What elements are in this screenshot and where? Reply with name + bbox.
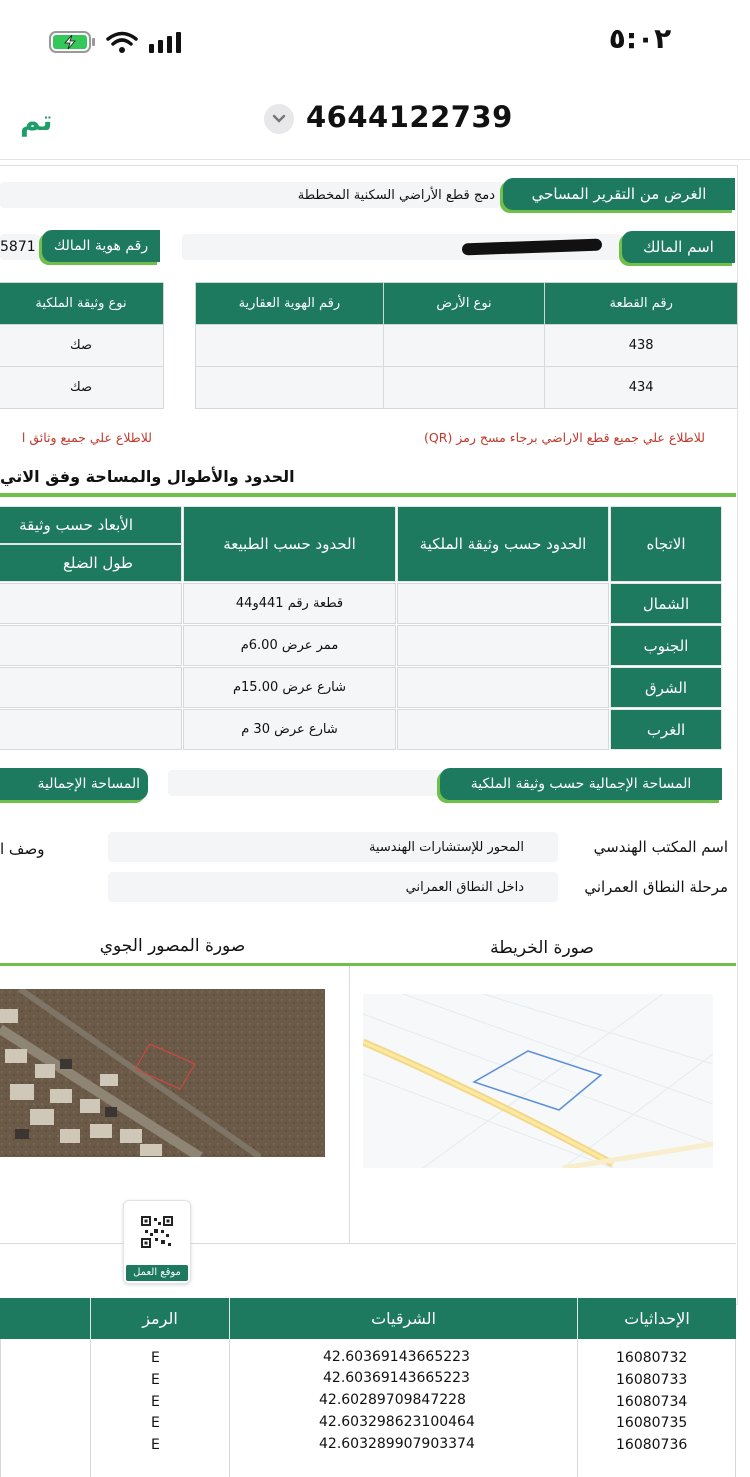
owner-id-field (0, 234, 40, 260)
easting-value: 42.60369143665223 (323, 1349, 470, 1365)
coord-value: 16080732 (616, 1350, 688, 1366)
by-nature-cell: شارع عرض 30 م (183, 709, 396, 750)
bounds-table (0, 506, 722, 750)
col-side-length: طول الضلع (0, 544, 182, 582)
by-nature-cell: قطعة رقم 441و44 (183, 583, 396, 624)
area-by-deed-label: المساحة الإجمالية حسب وثيقة الملكية (440, 768, 722, 800)
area-value-field (168, 770, 443, 796)
col-coord: الإحداثيات (577, 1298, 736, 1339)
col-land-type: نوع الأرض (383, 283, 545, 325)
owner-name-field (182, 234, 622, 260)
deed-type-table (0, 282, 164, 409)
owner-id-label: رقم هوية المالك (42, 230, 160, 262)
area-total-label: المساحة الإجمالية (0, 768, 148, 800)
redacted-name (462, 239, 602, 256)
owner-id-value: 5871 (0, 239, 36, 255)
col-sep (577, 1339, 578, 1477)
symbol-value: E (151, 1437, 160, 1453)
by-deed-cell (397, 583, 609, 624)
urban-label: مرحلة النطاق العمراني (584, 878, 728, 896)
qr-caption: موقع العمل (126, 1265, 188, 1281)
status-bar (0, 0, 750, 80)
direction-south: الجنوب (610, 625, 722, 666)
coord-value: 16080735 (616, 1415, 688, 1431)
deed-type: صك (0, 367, 164, 409)
col-symbol: الرمز (90, 1298, 229, 1339)
col-by-nature: الحدود حسب الطبيعة (183, 506, 396, 582)
qr-card[interactable] (123, 1200, 191, 1284)
direction-north: الشمال (610, 583, 722, 624)
by-deed-cell (397, 667, 609, 708)
easting-value: 42.60369143665223 (323, 1370, 470, 1386)
office-value-field (108, 832, 558, 862)
property-id (196, 367, 384, 409)
dims-cell (0, 709, 182, 750)
property-id (196, 325, 384, 367)
col-property-id: رقم الهوية العقارية (196, 283, 384, 325)
map-image[interactable] (363, 994, 713, 1168)
qr-note: للاطلاع علي جميع قطع الاراضي برجاء مسح رمز (QR) (424, 430, 705, 445)
col-parcel-number: رقم القطعة (545, 283, 738, 325)
urban-value-field (108, 872, 558, 902)
bounds-section-header (0, 459, 736, 497)
col-by-deed: الحدود حسب وثيقة الملكية (397, 506, 609, 582)
land-type (383, 325, 545, 367)
symbol-value: E (151, 1350, 160, 1366)
chevron-down-icon[interactable] (264, 104, 294, 134)
description-label: وصف ا (0, 840, 44, 858)
direction-east: الشرق (610, 667, 722, 708)
wifi-icon (106, 30, 138, 54)
parcel-number: 434 (545, 367, 738, 409)
col-extra (0, 1298, 90, 1339)
qr-note-deeds: للاطلاع علي جميع وثائق ا (21, 430, 152, 445)
parcel-number: 438 (545, 325, 738, 367)
table-row (196, 367, 738, 409)
aerial-title: صورة المصور الجوي (99, 936, 246, 956)
easting-value: 42.60289709847228 (319, 1392, 466, 1408)
dims-cell (0, 667, 182, 708)
status-time: ٥:٠٢ (608, 22, 672, 55)
purpose-value (0, 182, 505, 208)
map-title: صورة الخريطة (490, 938, 594, 958)
parcels-table (195, 282, 738, 409)
coord-value: 16080733 (616, 1372, 688, 1388)
table-row (196, 325, 738, 367)
images-divider (349, 966, 350, 1244)
by-nature-cell: شارع عرض 15.00م (183, 667, 396, 708)
urban-value: داخل النطاق العمراني (405, 879, 524, 895)
land-type (383, 367, 545, 409)
by-deed-cell (397, 625, 609, 666)
office-value: المحور للإستشارات الهندسية (368, 839, 524, 855)
battery-icon (48, 30, 98, 54)
easting-value: 42.603298623100464 (319, 1414, 475, 1430)
by-nature-cell: ممر عرض 6.00م (183, 625, 396, 666)
col-sep (90, 1339, 91, 1477)
col-dims: الأبعاد حسب وثيقة (0, 506, 182, 544)
deed-type: صك (0, 325, 164, 367)
office-label: اسم المكتب الهندسي (593, 838, 728, 856)
images-bottom-border (0, 1243, 736, 1244)
purpose-label: الغرض من التقرير المساحي (503, 178, 735, 210)
owner-name-label: اسم المالك (622, 231, 735, 263)
table-row (0, 325, 164, 367)
dims-cell (0, 583, 182, 624)
symbol-value: E (151, 1415, 160, 1431)
signal-icon (148, 32, 184, 54)
parcel-id-title: 4644122739 (306, 100, 513, 134)
done-button[interactable]: تم (20, 104, 53, 137)
coord-value: 16080734 (616, 1394, 688, 1410)
col-direction: الاتجاه (610, 506, 722, 582)
by-deed-cell (397, 709, 609, 750)
qr-code-icon (141, 1216, 173, 1248)
coord-value: 16080736 (616, 1437, 688, 1453)
coords-table (0, 1298, 736, 1477)
col-deed-type: نوع وثيقة الملكية (0, 283, 164, 325)
bounds-section-title: الحدود والأطوال والمساحة وفق الاتي (0, 459, 736, 493)
col-sep (229, 1339, 230, 1477)
easting-value: 42.603289907903374 (319, 1436, 475, 1452)
purpose-text: دمج قطع الأراضي السكنية المخططة (297, 187, 495, 203)
symbol-value: E (151, 1394, 160, 1410)
table-row (0, 367, 164, 409)
col-easting: الشرقيات (229, 1298, 577, 1339)
dims-cell (0, 625, 182, 666)
nav-header (0, 80, 750, 160)
direction-west: الغرب (610, 709, 722, 750)
aerial-image[interactable] (0, 989, 325, 1157)
symbol-value: E (151, 1372, 160, 1388)
